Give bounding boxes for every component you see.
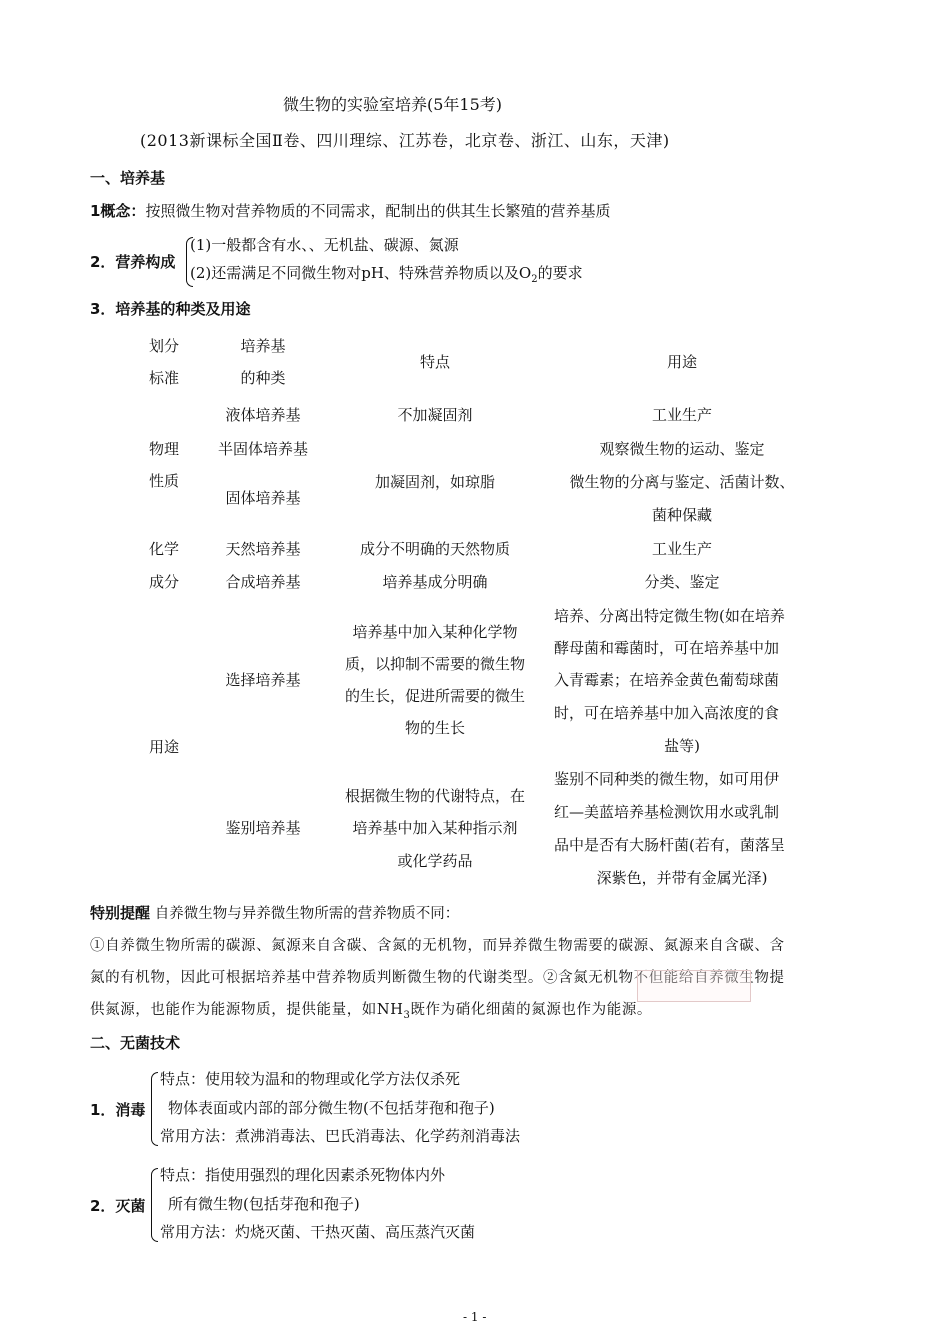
use-differential-3: 品中是否有大肠杆菌(若有，菌落呈 <box>554 836 785 854</box>
feature-natural: 成分不明确的天然物质 <box>359 540 510 558</box>
note-label: 特别提醒 <box>90 904 151 922</box>
composition-item-2 <box>190 262 583 285</box>
use-selective-4: 时，可在培养基中加入高浓度的食 <box>554 704 780 722</box>
header-feature: 特点 <box>419 353 450 371</box>
use-differential-1: 鉴别不同种类的微生物，如可用伊 <box>554 770 780 788</box>
composition-item-2-text: (2)还需满足不同微生物对pH、特殊营养物质以及O <box>190 264 532 282</box>
nh3-subscript: 3 <box>403 1009 411 1021</box>
type-differential: 鉴别培养基 <box>225 819 301 837</box>
feature-differential-1: 根据微生物的代谢特点，在 <box>344 787 525 805</box>
disinfection-line-3: 常用方法：煮沸消毒法、巴氏消毒法、化学药剂消毒法 <box>160 1127 521 1145</box>
watermark-stamp <box>637 970 751 1002</box>
disinfection-line-2: 物体表面或内部的部分微生物(不包括芽孢和孢子) <box>168 1099 495 1117</box>
sterilization-line-1: 特点：指使用强烈的理化因素杀死物体内外 <box>160 1166 446 1184</box>
nh3-formula: NH <box>376 1002 404 1018</box>
note-line-3a: 供氮源，也能作为能源物质，提供能量，如 <box>90 1002 377 1018</box>
feature-differential-3: 或化学药品 <box>397 852 473 870</box>
feature-differential-2: 培养基中加入某种指示剂 <box>352 819 518 837</box>
use-selective-1: 培养、分离出特定微生物(如在培养 <box>554 607 785 625</box>
sterilization-line-2: 所有微生物(包括芽孢和孢子) <box>168 1195 360 1213</box>
sterilization-line-3: 常用方法：灼烧灭菌、干热灭菌、高压蒸汽灭菌 <box>160 1223 476 1241</box>
page-number: - 1 - <box>463 1310 487 1324</box>
feature-liquid: 不加凝固剂 <box>397 406 473 424</box>
concept-line <box>90 200 610 221</box>
feature-selective-2: 质，以抑制不需要的微生物 <box>344 655 525 673</box>
type-solid: 固体培养基 <box>225 489 301 507</box>
use-differential-2: 红—美蓝培养基检测饮用水或乳制 <box>554 803 780 821</box>
composition-item-1: (1)一般都含有水、、无机盐、碳源、氮源 <box>190 236 459 254</box>
section-heading-medium: 一、培养基 <box>90 169 166 187</box>
criterion-physical-1: 物理 <box>148 440 179 458</box>
criterion-chemical-1: 化学 <box>148 540 179 558</box>
concept-label: 1概念： <box>90 202 146 220</box>
header-type-1: 培养基 <box>240 337 286 355</box>
use-solid-1: 微生物的分离与鉴定、活菌计数、 <box>569 473 795 491</box>
header-type-2: 的种类 <box>240 369 286 387</box>
feature-selective-1: 培养基中加入某种化学物 <box>352 623 518 641</box>
criterion-purpose: 用途 <box>148 738 179 756</box>
disinfection-brace <box>151 1072 158 1146</box>
feature-synthetic: 培养基成分明确 <box>382 573 488 591</box>
concept-text: 按照微生物对营养物质的不同需求，配制出的供其生长繁殖的营养基质 <box>145 202 611 220</box>
type-natural: 天然培养基 <box>225 540 301 558</box>
use-selective-3: 入青霉素；在培养金黄色葡萄球菌 <box>554 671 780 689</box>
note-line-2: 氮的有机物，因此可根据培养基中营养物质判断微生物的代谢类型。②含氮无机物不但能给自养微生物提 <box>90 970 785 986</box>
use-differential-4: 深紫色，并带有金属光泽) <box>596 869 768 887</box>
sterilization-brace <box>151 1168 158 1242</box>
disinfection-label: 1．消毒 <box>90 1101 146 1119</box>
use-selective-2: 酵母菌和霉菌时，可在培养基中加 <box>554 639 780 657</box>
use-solid-2: 菌种保藏 <box>651 506 712 524</box>
types-heading: 3．培养基的种类及用途 <box>90 300 251 318</box>
header-use: 用途 <box>666 353 697 371</box>
section-heading-aseptic: 二、无菌技术 <box>90 1034 181 1052</box>
header-criterion-2: 标准 <box>148 369 179 387</box>
header-criterion-1: 划分 <box>148 337 179 355</box>
sterilization-label: 2．灭菌 <box>90 1197 146 1215</box>
criterion-chemical-2: 成分 <box>148 573 179 591</box>
disinfection-line-1: 特点：使用较为温和的物理或化学方法仅杀死 <box>160 1070 461 1088</box>
composition-item-2-sub: 2 <box>531 274 538 285</box>
composition-item-2-tail: 的要求 <box>537 264 583 282</box>
use-synthetic: 分类、鉴定 <box>644 573 720 591</box>
page-subtitle: (2013新课标全国Ⅱ卷、四川理综、江苏卷，北京卷、浙江、山东，天津) <box>140 131 670 150</box>
type-liquid: 液体培养基 <box>225 406 301 424</box>
feature-agar: 加凝固剂，如琼脂 <box>374 473 495 491</box>
note-line-3 <box>90 998 652 1021</box>
feature-selective-4: 物的生长 <box>404 719 465 737</box>
use-natural: 工业生产 <box>651 540 712 558</box>
note-line-3b: 既作为硝化细菌的氮源也作为能源。 <box>410 1002 653 1018</box>
note-heading <box>90 902 459 923</box>
note-line-1: ①自养微生物所需的碳源、氮源来自含碳、含氮的无机物，而异养微生物需要的碳源、氮源来自含碳、含 <box>90 938 785 954</box>
use-liquid: 工业生产 <box>651 406 712 424</box>
composition-label: 2．营养构成 <box>90 253 176 271</box>
page-title: 微生物的实验室培养(5年15考) <box>283 95 503 114</box>
feature-selective-3: 的生长，促进所需要的微生 <box>344 687 525 705</box>
use-semisolid: 观察微生物的运动、鉴定 <box>599 440 765 458</box>
type-semisolid: 半固体培养基 <box>217 440 308 458</box>
type-selective: 选择培养基 <box>225 671 301 689</box>
type-synthetic: 合成培养基 <box>225 573 301 591</box>
criterion-physical-2: 性质 <box>148 472 179 490</box>
note-intro: 自养微生物与异养微生物所需的营养物质不同： <box>154 906 460 922</box>
use-selective-5: 盐等) <box>664 737 700 755</box>
